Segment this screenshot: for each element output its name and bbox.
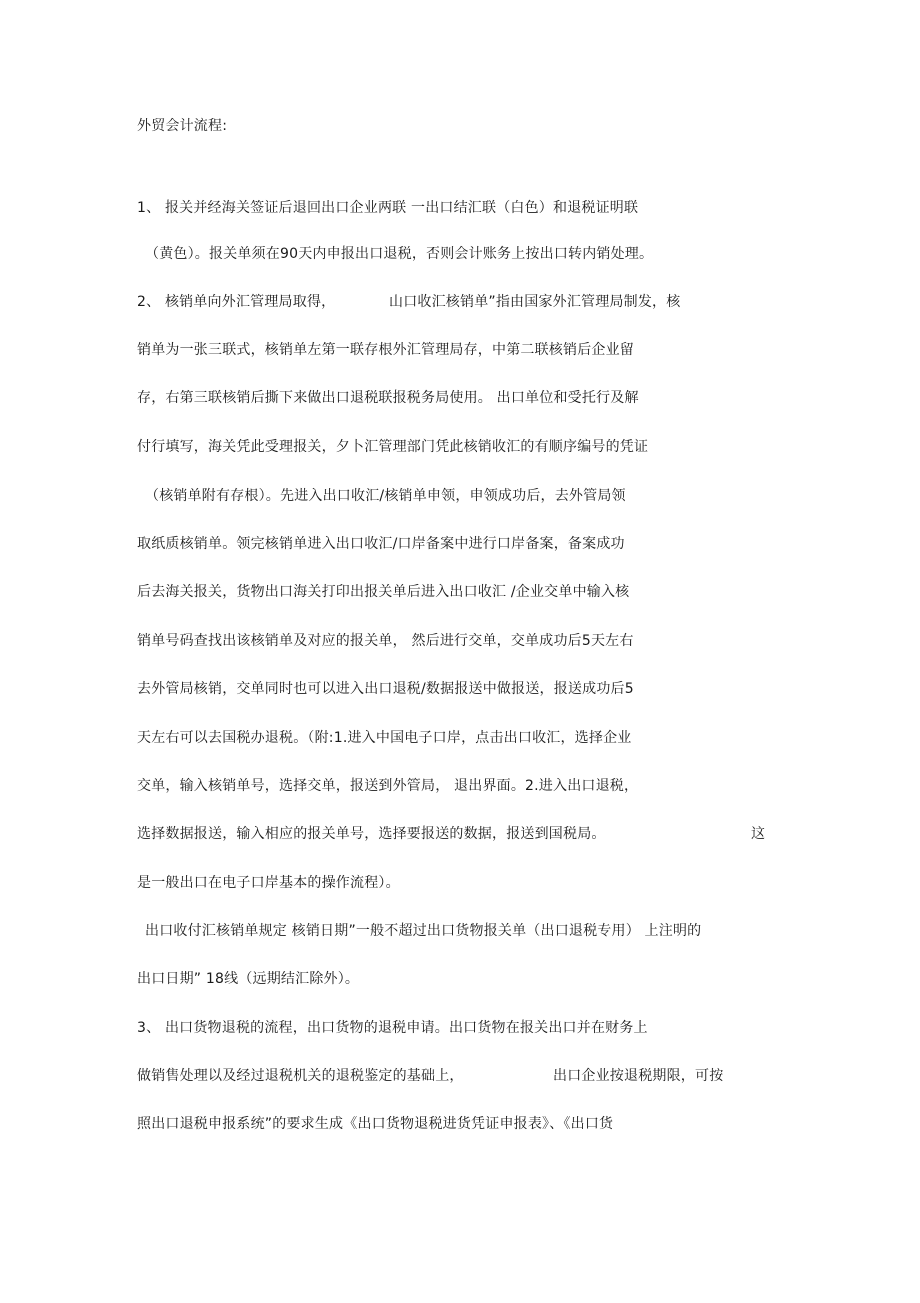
section2-line14: 出口收付汇核销单规定 核销日期”一般不超过出口货物报关单（出口退税专用） 上注明的 — [145, 923, 702, 939]
section2-line11: 交单，输入核销单号，选择交单，报送到外管局， 退出界面。2.进入出口退税， — [137, 778, 639, 794]
section2-line7: 后去海关报关，货物出口海关打印出报关单后进入出口收汇 /企业交单中输入核 — [137, 584, 630, 600]
section3-line2a: 做销售处理以及经过退税机关的退税鉴定的基础上， — [137, 1068, 464, 1084]
section3-line1: 3、 出口货物退税的流程，出口货物的退税申请。出口货物在报关出口并在财务上 — [137, 1020, 648, 1036]
section3-line3: 照出口退税申报系统”的要求生成《出口货物退税进货凭证申报表》、《出口货 — [137, 1116, 614, 1132]
section2-line1a: 2、 核销单向外汇管理局取得， — [137, 294, 336, 310]
section2-line9: 去外管局核销，交单同时也可以进入出口退税/数据报送中做报送，报送成功后5 — [137, 681, 634, 697]
section3-line2b: 出口企业按退税期限，可按 — [553, 1068, 724, 1084]
section2-line5: （核销单附有存根）。先进入出口收汇/核销单申领，申领成功后，去外管局领 — [145, 488, 626, 504]
section2-line2: 销单为一张三联式，核销单左第一联存根外汇管理局存，中第二联核销后企业留 — [137, 342, 634, 358]
section2-line13: 是一般出口在电子口岸基本的操作流程）。 — [137, 875, 400, 891]
section2-line12b: 这 — [751, 826, 766, 842]
section2-line1b: 山口收汇核销单”指由国家外汇管理局制发，核 — [389, 294, 681, 310]
section2-line10: 天左右可以去国税办退税。（附:1.进入中国电子口岸，点击出口收汇，选择企业 — [137, 730, 632, 746]
section2-line4: 付行填写，海关凭此受理报关，夕卜汇管理部门凭此核销收汇的有顺序编号的凭证 — [137, 439, 649, 455]
section2-line15: 出口日期” 18线（远期结汇除外）。 — [137, 971, 360, 987]
section2-line8: 销单号码查找出该核销单及对应的报关单， 然后进行交单，交单成功后5天左右 — [137, 633, 634, 649]
document-title: 外贸会计流程: — [137, 118, 228, 134]
section1-line1: 1、 报关并经海关签证后退回出口企业两联 一出口结汇联（白色）和退税证明联 — [137, 200, 639, 216]
section1-line2: （黄色）。报关单须在90天内申报出口退税，否则会计账务上按出口转内销处理。 — [145, 246, 654, 262]
section2-line3: 存，右第三联核销后撕下来做出口退税联报税务局使用。 出口单位和受托行及解 — [137, 390, 639, 406]
section2-line6: 取纸质核销单。领完核销单进入出口收汇/口岸备案中进行口岸备案，备案成功 — [137, 536, 625, 552]
section2-line12a: 选择数据报送，输入相应的报关单号，选择要报送的数据，报送到国税局。 — [137, 826, 606, 842]
